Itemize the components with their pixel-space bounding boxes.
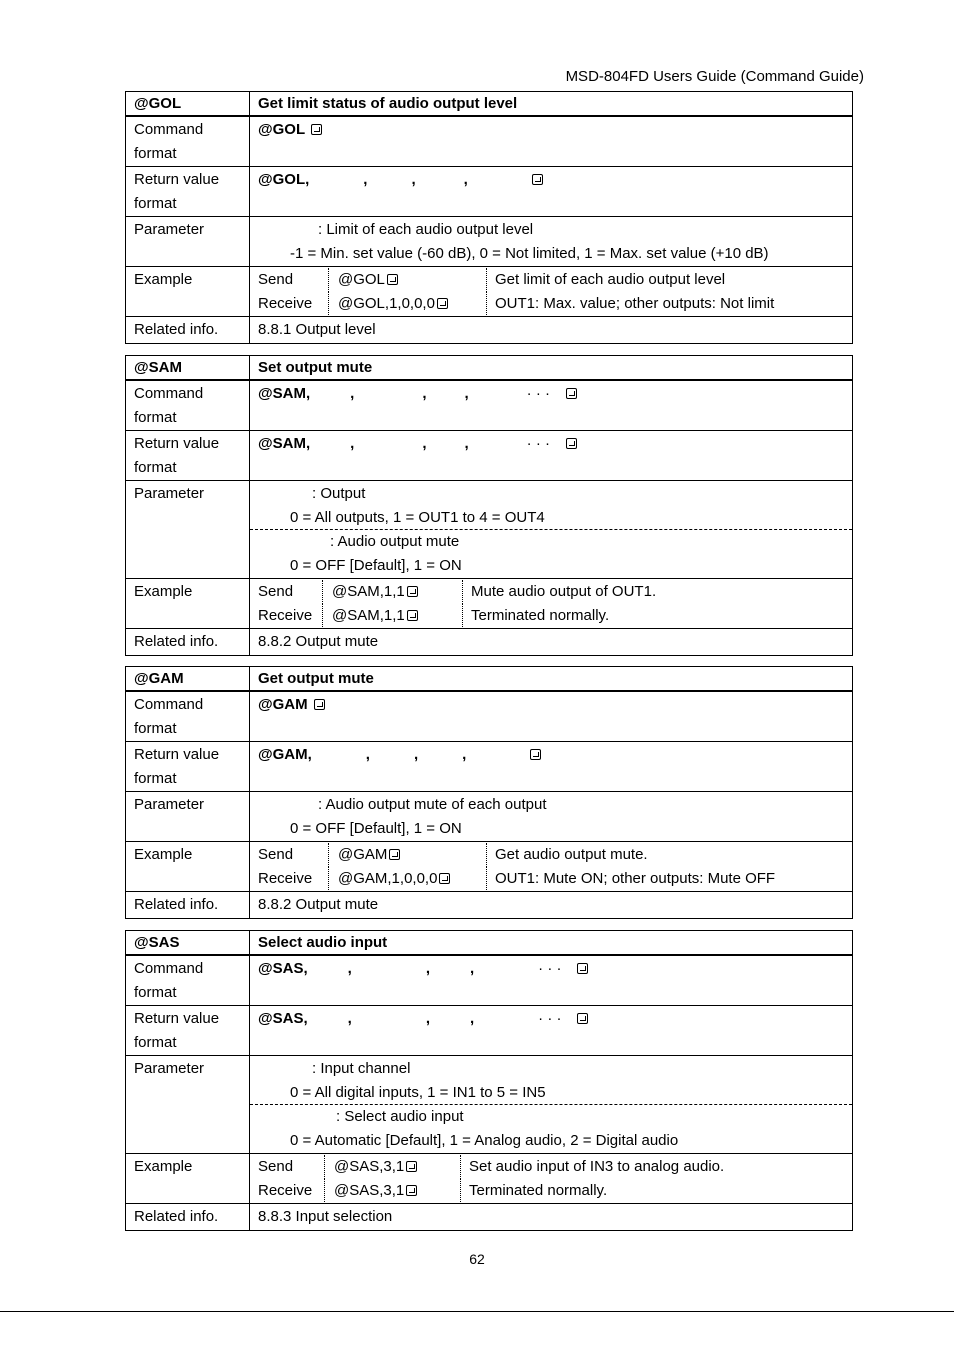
return-key-icon: [387, 274, 398, 285]
return-format: @SAM, , , , · · ·: [250, 431, 853, 481]
command-name: @SAS: [126, 931, 250, 956]
label-parameter: Parameter: [126, 792, 250, 842]
return-key-icon: [389, 849, 400, 860]
sas-table: [125, 930, 853, 1231]
footer-rule: [0, 1311, 954, 1312]
label-command-format: Command format: [126, 116, 250, 167]
return-key-icon: [577, 1013, 588, 1024]
label-example: Example: [126, 842, 250, 892]
sam-table: [125, 355, 853, 656]
related-info: 8.8.1 Output level: [250, 317, 853, 344]
return-key-icon: [530, 749, 541, 760]
label-example: Example: [126, 579, 250, 629]
label-parameter: Parameter: [126, 217, 250, 267]
page-number: 62: [469, 1251, 485, 1267]
return-format: @SAS, , , , · · ·: [250, 1006, 853, 1056]
return-key-icon: [406, 1161, 417, 1172]
command-title: Get output mute: [250, 667, 853, 692]
label-example: Example: [126, 267, 250, 317]
return-key-icon: [437, 298, 448, 309]
label-related-info: Related info.: [126, 892, 250, 919]
label-related-info: Related info.: [126, 317, 250, 344]
command-name: @GAM: [126, 667, 250, 692]
parameter: : Limit of each audio output level -1 = Min. set value (-60 dB), 0 = Not limited, 1 = Max. set value (+10 dB): [250, 217, 853, 267]
label-return-format: Return value format: [126, 1006, 250, 1056]
command-format: @GOL: [250, 116, 853, 167]
return-key-icon: [566, 388, 577, 399]
related-info: 8.8.3 Input selection: [250, 1204, 853, 1231]
page-header: MSD-804FD Users Guide (Command Guide): [565, 68, 864, 85]
parameter: : Output 0 = All outputs, 1 = OUT1 to 4 = OUT4 : Audio output mute 0 = OFF [Default], 1 = ON: [250, 481, 853, 579]
label-return-format: Return value format: [126, 431, 250, 481]
label-related-info: Related info.: [126, 1204, 250, 1231]
command-title: Get limit status of audio output level: [250, 92, 853, 117]
command-format: @SAS, , , , · · ·: [250, 955, 853, 1006]
return-key-icon: [566, 438, 577, 449]
command-title: Set output mute: [250, 356, 853, 381]
label-related-info: Related info.: [126, 629, 250, 656]
parameter: : Audio output mute of each output 0 = OFF [Default], 1 = ON: [250, 792, 853, 842]
label-command-format: Command format: [126, 955, 250, 1006]
command-name: @GOL: [126, 92, 250, 117]
return-format: @GAM, , , ,: [250, 742, 853, 792]
label-command-format: Command format: [126, 691, 250, 742]
return-key-icon: [439, 873, 450, 884]
return-key-icon: [532, 174, 543, 185]
parameter: : Input channel 0 = All digital inputs, 1 = IN1 to 5 = IN5 : Select audio input 0 = Automatic [Default], 1 = Analog audio, 2 = Digital audio: [250, 1056, 853, 1154]
label-parameter: Parameter: [126, 1056, 250, 1154]
return-key-icon: [577, 963, 588, 974]
return-key-icon: [311, 124, 322, 135]
return-format: @GOL, , , ,: [250, 167, 853, 217]
command-format: @SAM, , , , · · ·: [250, 380, 853, 431]
gam-table: [125, 666, 853, 919]
example: Send @GAM Get audio output mute. Receive @GAM,1,0,0,0 OUT1: Mute ON; other outputs: Mute OFF: [250, 842, 853, 892]
label-example: Example: [126, 1154, 250, 1204]
command-name: @SAM: [126, 356, 250, 381]
label-return-format: Return value format: [126, 742, 250, 792]
related-info: 8.8.2 Output mute: [250, 629, 853, 656]
command-format: @GAM: [250, 691, 853, 742]
command-title: Select audio input: [250, 931, 853, 956]
return-key-icon: [406, 1185, 417, 1196]
related-info: 8.8.2 Output mute: [250, 892, 853, 919]
gol-table: [125, 91, 853, 344]
return-key-icon: [407, 610, 418, 621]
return-key-icon: [407, 586, 418, 597]
example: Send @SAM,1,1 Mute audio output of OUT1. Receive @SAM,1,1 Terminated normally.: [250, 579, 853, 629]
label-parameter: Parameter: [126, 481, 250, 579]
label-command-format: Command format: [126, 380, 250, 431]
return-key-icon: [314, 699, 325, 710]
example: Send @GOL Get limit of each audio output level Receive @GOL,1,0,0,0 OUT1: Max. value; other outputs: Not limit: [250, 267, 853, 317]
example: Send @SAS,3,1 Set audio input of IN3 to analog audio. Receive @SAS,3,1 Terminated normally.: [250, 1154, 853, 1204]
label-return-format: Return value format: [126, 167, 250, 217]
